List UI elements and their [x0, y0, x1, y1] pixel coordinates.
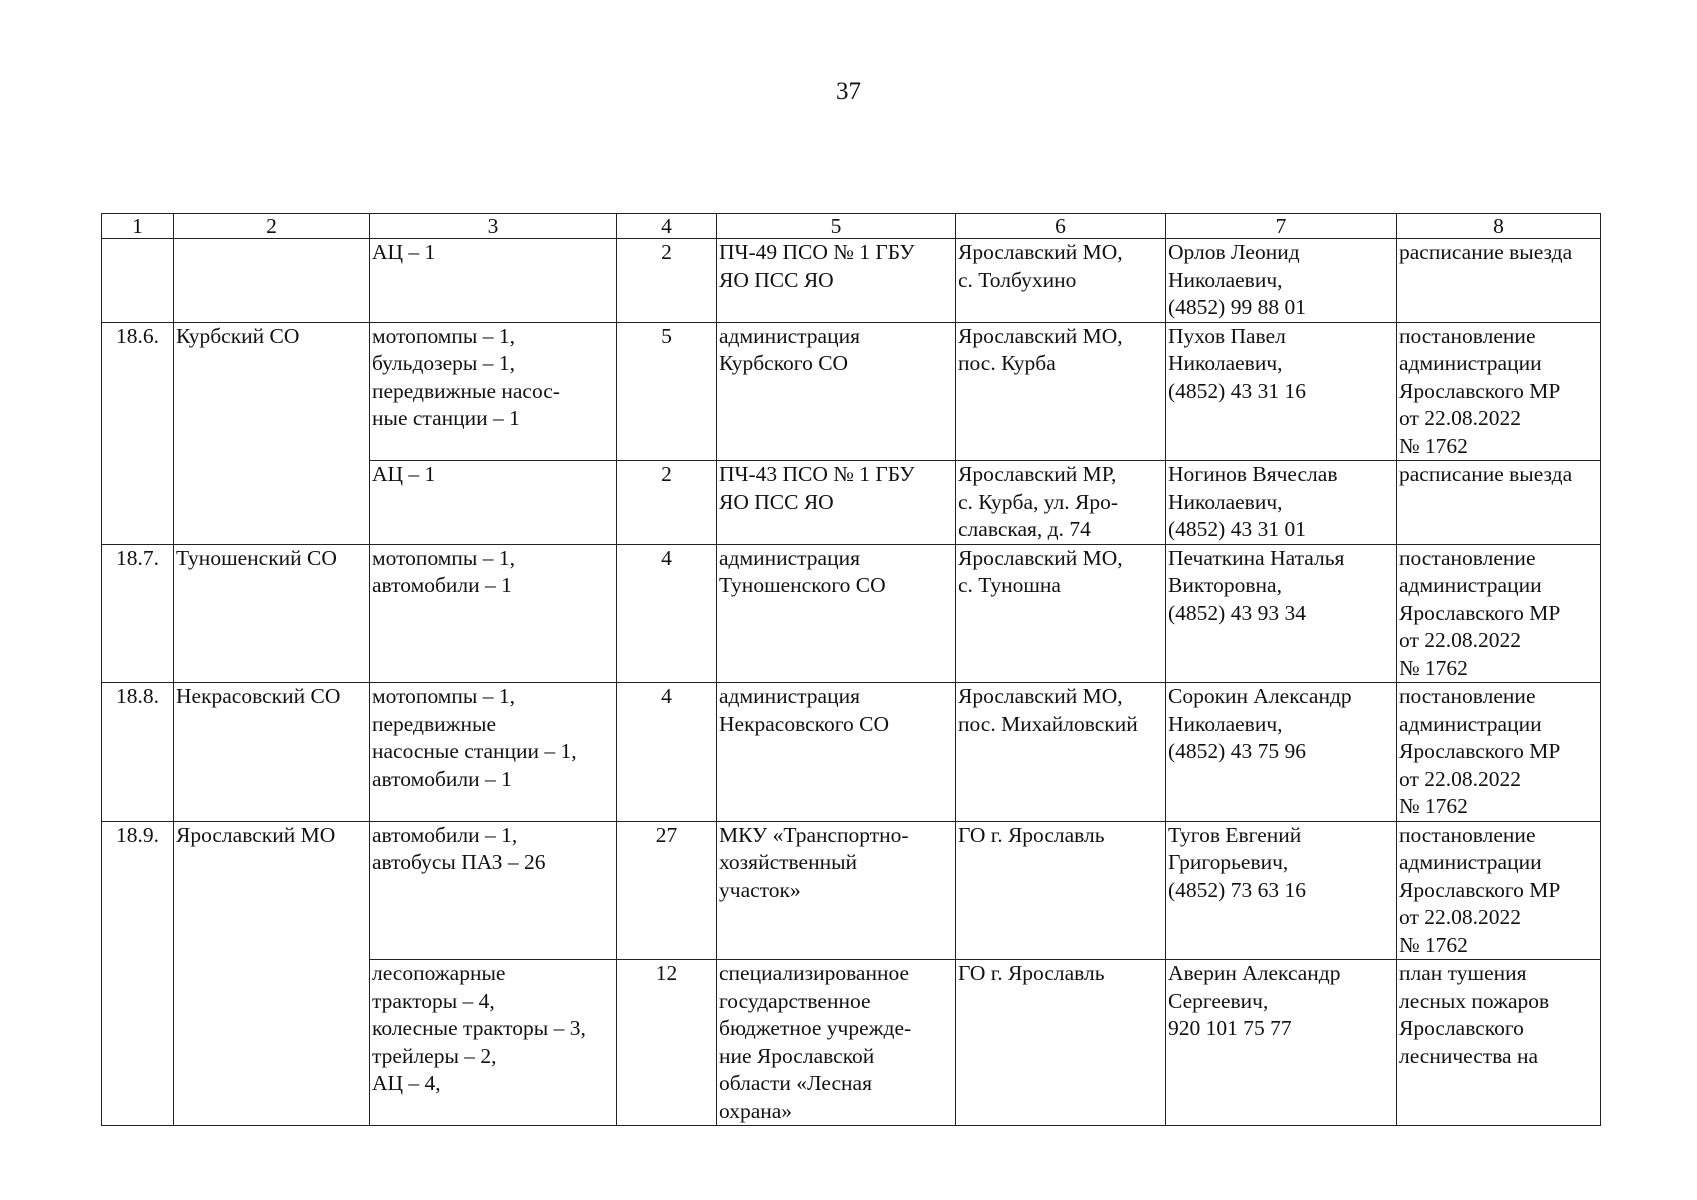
cell-line: мотопомпы – 1, — [372, 323, 515, 348]
owner-org — [717, 960, 956, 1126]
contact-person — [1166, 461, 1397, 545]
cell-line: охрана» — [719, 1098, 793, 1123]
cell-line: Николаевич, — [1168, 711, 1283, 736]
cell-line: Тугов Евгений — [1168, 822, 1302, 847]
cell-line: от 22.08.2022 — [1399, 766, 1521, 791]
cell-line: Николаевич, — [1168, 351, 1283, 375]
location — [956, 322, 1166, 461]
basis-document — [1397, 461, 1601, 545]
basis-document — [1397, 322, 1601, 461]
cell-line: администрация — [719, 545, 860, 570]
cell-line: ПЧ-43 ПСО № 1 ГБУ — [719, 462, 915, 486]
cell-line: администрация — [719, 323, 860, 348]
cell-line: Туношенского СО — [719, 573, 886, 597]
cell-line: постановление — [1399, 545, 1536, 570]
cell-line: (4852) 43 93 34 — [1168, 600, 1306, 625]
cell-line: славская, д. 74 — [958, 517, 1091, 541]
cell-line: Николаевич, — [1168, 267, 1283, 292]
table-row — [102, 544, 1601, 683]
owner-org — [717, 322, 956, 461]
cell-line: Ярославского МР — [1399, 600, 1561, 625]
cell-line: Ярославского МР — [1399, 378, 1561, 403]
cell-line: (4852) 99 88 01 — [1168, 295, 1306, 319]
cell-line: Печаткина Наталья — [1168, 545, 1345, 570]
cell-line: Ярославский МО, — [958, 240, 1123, 264]
column-header: 8 — [1397, 214, 1601, 239]
equipment-list — [370, 960, 617, 1126]
cell-line: № 1762 — [1399, 655, 1468, 680]
row-number: 18.6. — [102, 322, 174, 544]
equipment-list — [370, 461, 617, 545]
equipment-list — [370, 239, 617, 323]
column-header: 5 — [717, 214, 956, 239]
location — [956, 960, 1166, 1126]
cell-line: хозяйственный — [719, 850, 858, 874]
cell-line: бульдозеры – 1, — [372, 351, 516, 375]
cell-line: Пухов Павел — [1168, 323, 1286, 348]
equipment-list — [370, 322, 617, 461]
cell-line: Ярославского МР — [1399, 877, 1561, 902]
cell-line: Ярославского — [1399, 1016, 1524, 1040]
equipment-list — [370, 821, 617, 960]
cell-line: автобусы ПАЗ – 26 — [372, 850, 546, 874]
cell-line: Ногинов Вячеслав — [1168, 462, 1338, 486]
row-number — [102, 239, 174, 323]
cell-line: ЯО ПСС ЯО — [719, 489, 834, 514]
cell-line: (4852) 43 31 16 — [1168, 378, 1306, 403]
cell-line: лесных пожаров — [1399, 988, 1550, 1013]
table-row — [102, 239, 1601, 323]
cell-line: Некрасовского СО — [719, 711, 890, 736]
table-row — [102, 821, 1601, 960]
cell-line: расписание выезда — [1399, 462, 1573, 486]
equipment-count: 4 — [617, 544, 717, 683]
cell-line: от 22.08.2022 — [1399, 905, 1521, 929]
equipment-count: 12 — [617, 960, 717, 1126]
cell-line: мотопомпы – 1, — [372, 545, 515, 570]
cell-line: Ярославский МО, — [958, 545, 1123, 570]
cell-line: мотопомпы – 1, — [372, 684, 515, 708]
row-number: 18.7. — [102, 544, 174, 683]
cell-line: Ярославский МО, — [958, 684, 1123, 708]
owner-org — [717, 544, 956, 683]
contact-person — [1166, 683, 1397, 822]
cell-line: (4852) 43 75 96 — [1168, 739, 1306, 763]
cell-line: Викторовна, — [1168, 573, 1282, 597]
basis-document — [1397, 544, 1601, 683]
subject-name: Некрасовский СО — [174, 683, 370, 822]
cell-line: Ярославского МР — [1399, 739, 1561, 763]
cell-line: Ярославский МО, — [958, 323, 1123, 348]
cell-line: Ярославский МР, — [958, 462, 1117, 486]
cell-line: бюджетное учрежде- — [719, 1016, 912, 1040]
cell-line: администрации — [1399, 850, 1542, 874]
cell-line: постановление — [1399, 822, 1536, 847]
contact-person — [1166, 960, 1397, 1126]
contact-person — [1166, 544, 1397, 683]
page-number: 37 — [836, 78, 861, 105]
cell-line: тракторы – 4, — [372, 988, 495, 1013]
cell-line: с. Толбухино — [958, 267, 1077, 292]
equipment-count: 2 — [617, 461, 717, 545]
cell-line: АЦ – 1 — [372, 462, 436, 486]
contact-person — [1166, 239, 1397, 323]
cell-line: № 1762 — [1399, 932, 1468, 957]
location — [956, 461, 1166, 545]
equipment-count: 2 — [617, 239, 717, 323]
cell-line: от 22.08.2022 — [1399, 406, 1521, 430]
equipment-count: 5 — [617, 322, 717, 461]
cell-line: передвижные — [372, 711, 497, 736]
cell-line: передвижные насос- — [372, 378, 560, 403]
cell-line: АЦ – 1 — [372, 240, 436, 264]
cell-line: Сорокин Александр — [1168, 684, 1352, 708]
cell-line: колесные тракторы – 3, — [372, 1016, 586, 1040]
cell-line: области «Лесная — [719, 1071, 872, 1095]
location — [956, 239, 1166, 323]
cell-line: ГО г. Ярославль — [958, 822, 1105, 847]
column-number-row — [102, 214, 1601, 239]
column-header: 2 — [174, 214, 370, 239]
cell-line: администрации — [1399, 351, 1542, 375]
cell-line: насосные станции – 1, — [372, 739, 577, 763]
cell-line: лесопожарные — [372, 961, 506, 985]
cell-line: Курбского СО — [719, 351, 849, 375]
cell-line: пос. Курба — [958, 351, 1056, 375]
cell-line: автомобили – 1, — [372, 822, 518, 847]
cell-line: МКУ «Транспортно- — [719, 822, 909, 847]
cell-line: постановление — [1399, 323, 1536, 348]
owner-org — [717, 461, 956, 545]
location — [956, 683, 1166, 822]
equipment-count: 4 — [617, 683, 717, 822]
cell-line: АЦ – 4, — [372, 1071, 441, 1095]
location — [956, 544, 1166, 683]
cell-line: постановление — [1399, 684, 1536, 708]
contact-person — [1166, 322, 1397, 461]
basis-document — [1397, 239, 1601, 323]
cell-line: ГО г. Ярославль — [958, 961, 1105, 985]
cell-line: ЯО ПСС ЯО — [719, 267, 834, 292]
cell-line: Сергеевич, — [1168, 988, 1269, 1013]
cell-line: государственное — [719, 988, 871, 1013]
table-row — [102, 683, 1601, 822]
column-header: 1 — [102, 214, 174, 239]
cell-line: 920 101 75 77 — [1168, 1016, 1292, 1040]
cell-line: администрации — [1399, 711, 1542, 736]
cell-line: Аверин Александр — [1168, 961, 1341, 985]
cell-line: автомобили – 1 — [372, 573, 512, 597]
subject-name — [174, 239, 370, 323]
cell-line: план тушения — [1399, 961, 1527, 985]
cell-line: № 1762 — [1399, 794, 1468, 818]
cell-line: трейлеры – 2, — [372, 1043, 497, 1068]
row-number: 18.8. — [102, 683, 174, 822]
basis-document — [1397, 960, 1601, 1126]
row-number: 18.9. — [102, 821, 174, 1126]
cell-line: (4852) 73 63 16 — [1168, 877, 1306, 902]
cell-line: специализированное — [719, 961, 910, 985]
equipment-list — [370, 683, 617, 822]
cell-line: пос. Михайловский — [958, 711, 1138, 736]
cell-line: лесничества на — [1399, 1043, 1539, 1068]
cell-line: с. Туношна — [958, 573, 1061, 597]
column-header: 7 — [1166, 214, 1397, 239]
cell-line: (4852) 43 31 01 — [1168, 517, 1306, 541]
basis-document — [1397, 821, 1601, 960]
column-header: 3 — [370, 214, 617, 239]
subject-name: Туношенский СО — [174, 544, 370, 683]
location — [956, 821, 1166, 960]
resources-table — [101, 213, 1601, 1126]
cell-line: № 1762 — [1399, 433, 1468, 458]
equipment-count: 27 — [617, 821, 717, 960]
cell-line: Григорьевич, — [1168, 850, 1289, 874]
cell-line: автомобили – 1 — [372, 766, 512, 791]
cell-line: от 22.08.2022 — [1399, 628, 1521, 652]
cell-line: ние Ярославской — [719, 1043, 875, 1068]
basis-document — [1397, 683, 1601, 822]
cell-line: администрация — [719, 684, 860, 708]
subject-name: Ярославский МО — [174, 821, 370, 1126]
owner-org — [717, 821, 956, 960]
equipment-list — [370, 544, 617, 683]
column-header: 6 — [956, 214, 1166, 239]
cell-line: Орлов Леонид — [1168, 240, 1300, 264]
cell-line: ПЧ-49 ПСО № 1 ГБУ — [719, 240, 915, 264]
cell-line: Николаевич, — [1168, 489, 1283, 514]
owner-org — [717, 239, 956, 323]
cell-line: расписание выезда — [1399, 240, 1573, 264]
contact-person — [1166, 821, 1397, 960]
cell-line: участок» — [719, 877, 801, 902]
cell-line: администрации — [1399, 573, 1542, 597]
cell-line: ные станции – 1 — [372, 406, 520, 430]
cell-line: с. Курба, ул. Яро- — [958, 489, 1119, 514]
column-header: 4 — [617, 214, 717, 239]
table-row — [102, 322, 1601, 461]
subject-name: Курбский СО — [174, 322, 370, 544]
owner-org — [717, 683, 956, 822]
